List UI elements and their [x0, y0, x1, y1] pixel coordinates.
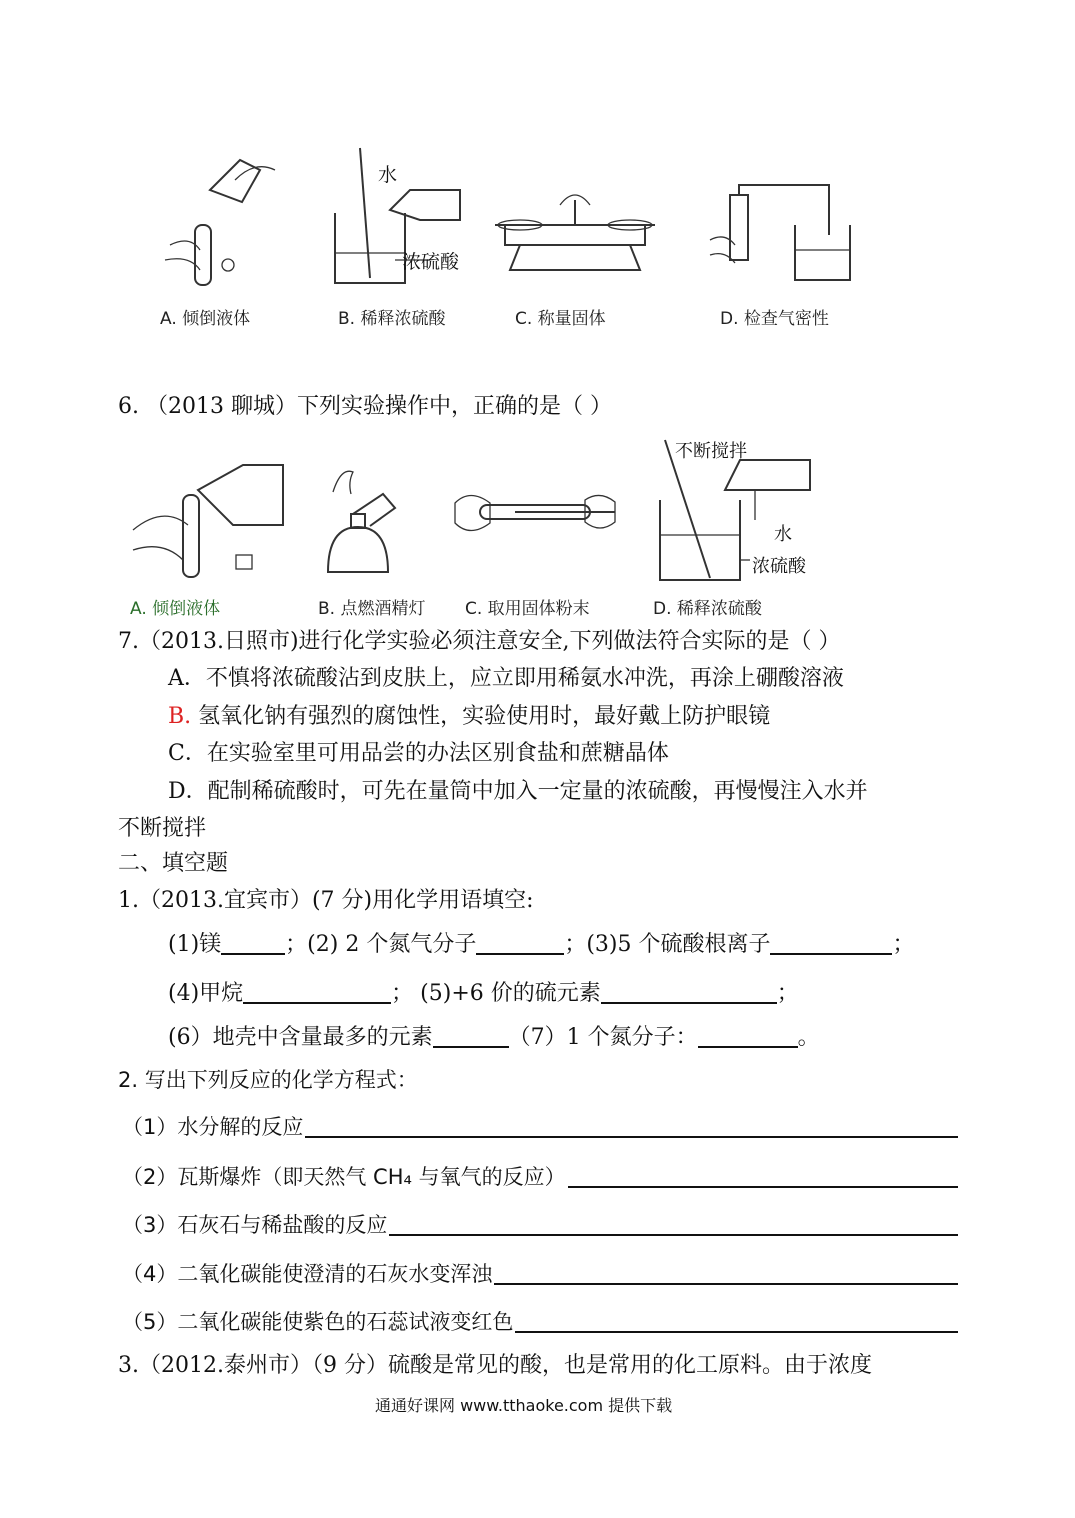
q7-stem: 7.（2013.日照市)进行化学实验必须注意安全,下列做法符合实际的是（ ） — [118, 629, 841, 654]
equation-label-3: （3）石灰石与稀盐酸的反应 — [122, 1213, 388, 1237]
label-acid-b: 浓硫酸 — [402, 251, 460, 273]
equation-line-4[interactable] — [122, 1259, 958, 1289]
s2-q1-item5: ； (5)+6 价的硫元素 — [391, 981, 601, 1006]
q7-option-d-line2: 不断搅拌 — [118, 816, 207, 841]
section-heading: 二、填空题 — [118, 851, 229, 876]
equation-line-5[interactable] — [122, 1307, 958, 1337]
alcohol-lamp-illustration — [318, 462, 398, 582]
s2-q1-sep2: ； — [776, 981, 799, 1006]
s2-q1-item4: (4)甲烷 — [168, 981, 244, 1006]
s2-q1-end: 。 — [797, 1025, 820, 1050]
airtightness-illustration — [710, 180, 855, 290]
q6-caption-c: C. 取用固体粉末 — [465, 599, 590, 619]
blank-2[interactable] — [476, 931, 564, 955]
equation-label-1: （1）水分解的反应 — [122, 1115, 304, 1139]
pour-liquid-illustration-2 — [128, 460, 288, 585]
q7-option-b-letter: B. — [168, 704, 192, 729]
label-acid-d: 浓硫酸 — [752, 556, 806, 577]
s2-q1-sep: ； — [892, 932, 915, 957]
blank-7[interactable] — [698, 1024, 798, 1048]
label-water-b: 水 — [378, 164, 398, 186]
powder-tube-illustration — [455, 485, 620, 540]
blank-5[interactable] — [601, 980, 777, 1004]
q5-caption-d: D. 检查气密性 — [720, 309, 829, 329]
s2-q2-stem: 2. 写出下列反应的化学方程式： — [118, 1068, 418, 1092]
equation-line-2[interactable] — [122, 1162, 958, 1192]
q6-caption-a: A. 倾倒液体 — [130, 599, 221, 619]
q7-option-c: C．在实验室里可用品尝的办法区别食盐和蔗糖晶体 — [168, 741, 669, 766]
label-stir: 不断搅拌 — [675, 441, 747, 462]
q7-option-d-line1: D．配制稀硫酸时，可先在量筒中加入一定量的浓硫酸，再慢慢注入水并 — [168, 779, 868, 804]
label-water-d: 水 — [774, 524, 792, 545]
s2-q1-item2: ；(2) 2 个氮气分子 — [285, 932, 477, 957]
q6-stem: 6. （2013 聊城）下列实验操作中，正确的是（ ） — [118, 394, 612, 419]
q7-option-b-text: 氢氧化钠有强烈的腐蚀性，实验使用时，最好戴上防护眼镜 — [191, 704, 771, 729]
s2-q1-row1 — [168, 930, 915, 960]
s2-q1-item7: （7）1 个氮分子： — [508, 1025, 698, 1050]
q6-caption-b: B. 点燃酒精灯 — [318, 599, 426, 619]
blank-1[interactable] — [221, 931, 285, 955]
footer: 通通好课网 www.tthaoke.com 提供下载 — [375, 1396, 673, 1415]
q5-caption-c: C. 称量固体 — [515, 309, 606, 329]
equation-line-1[interactable] — [122, 1112, 958, 1142]
s2-q1-row3 — [168, 1023, 820, 1053]
pour-liquid-illustration — [160, 150, 280, 290]
s2-q1-row2 — [168, 979, 799, 1009]
equation-label-5: （5）二氧化碳能使紫色的石蕊试液变红色 — [122, 1310, 514, 1334]
equation-label-4: （4）二氧化碳能使澄清的石灰水变浑浊 — [122, 1262, 493, 1286]
q7-option-a: A．不慎将浓硫酸沾到皮肤上，应立即用稀氨水冲洗，再涂上硼酸溶液 — [168, 666, 844, 691]
equation-line-3[interactable] — [122, 1210, 958, 1240]
q6-caption-d: D. 稀释浓硫酸 — [653, 599, 762, 619]
balance-illustration — [490, 185, 665, 285]
s2-q3-stem: 3.（2012.泰州市）（9 分）硫酸是常见的酸，也是常用的化工原料。由于浓度 — [118, 1353, 872, 1378]
q5-caption-b: B. 稀释浓硫酸 — [338, 309, 446, 329]
q5-caption-a: A. 倾倒液体 — [160, 309, 251, 329]
blank-3[interactable] — [770, 931, 892, 955]
equation-label-2: （2）瓦斯爆炸（即天然气 CH₄ 与氧气的反应） — [122, 1165, 566, 1189]
s2-q1-stem: 1.（2013.宜宾市）(7 分)用化学用语填空: — [118, 888, 534, 913]
s2-q1-item3: ；(3)5 个硫酸根离子 — [564, 932, 771, 957]
q7-option-b — [168, 702, 770, 732]
s2-q1-item1: (1)镁 — [168, 932, 222, 957]
blank-4[interactable] — [243, 980, 391, 1004]
s2-q1-item6: (6）地壳中含量最多的元素 — [168, 1025, 433, 1050]
blank-6[interactable] — [433, 1024, 509, 1048]
